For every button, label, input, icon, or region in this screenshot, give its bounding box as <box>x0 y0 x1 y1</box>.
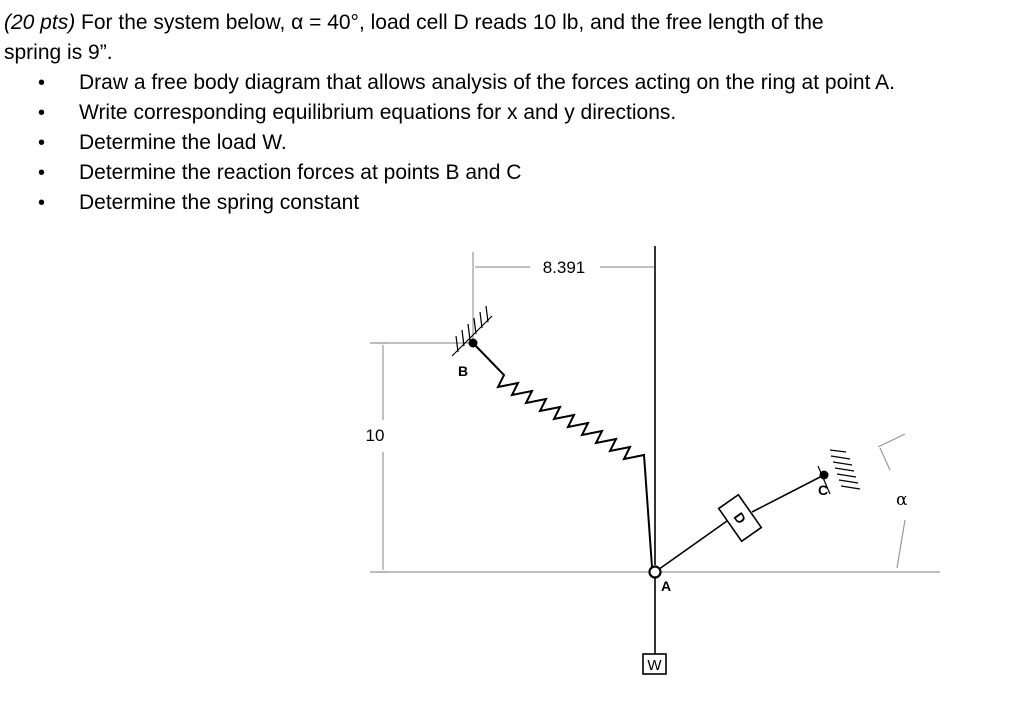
task-text: Write corresponding equilibrium equations for x and y directions. <box>79 101 677 124</box>
task-text: Determine the spring constant <box>79 191 360 214</box>
vertical-dimension-label: 10 <box>365 426 385 445</box>
bullet-icon: • <box>38 192 46 214</box>
support-b <box>452 306 492 356</box>
horizontal-dimension-label: 8.391 <box>542 258 586 277</box>
task-text: Determine the reaction forces at points B and C <box>79 161 522 184</box>
task-text: Draw a free body diagram that allows analysis of the forces acting on the ring at point A. <box>79 71 895 94</box>
bullet-icon: • <box>38 102 46 124</box>
load-cell-label: D <box>730 509 750 527</box>
point-c-label: C <box>818 482 829 498</box>
angle-arc-top <box>880 448 890 470</box>
ring-a <box>650 567 661 578</box>
cable-d-to-c <box>752 475 824 512</box>
angle-label: α <box>896 490 908 510</box>
pin-c <box>820 471 829 480</box>
bullet-icon: • <box>38 72 46 94</box>
angle-reference-line <box>878 434 905 447</box>
cable-a-to-d <box>655 521 727 572</box>
alpha-symbol: α <box>291 11 304 34</box>
spring-b-to-a <box>473 343 652 567</box>
intro-line-2: spring is 9”. <box>4 41 113 64</box>
load-cell-d <box>719 495 762 542</box>
angle-vertical-line <box>897 520 905 568</box>
bullet-icon: • <box>38 132 46 154</box>
points-label: (20 pts) <box>4 11 76 34</box>
statement-part-1: For the system below, <box>75 11 292 34</box>
statement-part-2: = 40°, load cell D reads 10 lb, and the free length of the <box>303 11 824 34</box>
task-text: Determine the load W. <box>79 131 287 154</box>
weight-label: W <box>647 657 662 674</box>
point-a-label: A <box>661 578 672 594</box>
point-b-label: B <box>458 363 469 379</box>
bullet-icon: • <box>38 162 46 184</box>
